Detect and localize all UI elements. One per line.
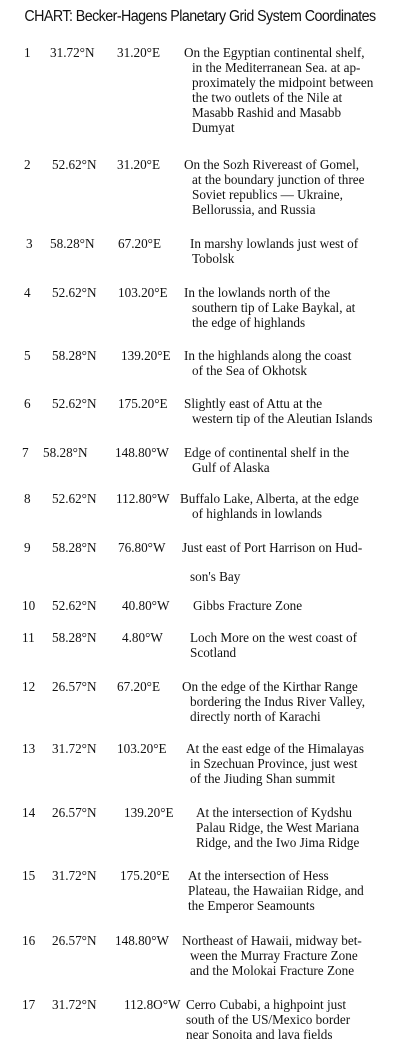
description-line: at the boundary junction of three xyxy=(192,172,365,187)
description-line: of the Jiuding Shan summit xyxy=(190,771,336,786)
table-row xyxy=(0,598,400,613)
location-description xyxy=(186,741,394,786)
description-line: Buffalo Lake, Alberta, at the edge xyxy=(180,491,359,506)
table-row xyxy=(0,997,400,1042)
latitude-value: 26.57°N xyxy=(52,933,97,948)
location-description xyxy=(184,348,394,378)
description-line: Just east of Port Harrison on Hud- xyxy=(182,540,363,555)
location-description xyxy=(186,997,394,1042)
table-row xyxy=(0,157,400,217)
location-description xyxy=(190,236,394,266)
description-line: of the Sea of Okhotsk xyxy=(192,363,308,378)
row-number: 17 xyxy=(22,997,36,1012)
latitude-value: 31.72°N xyxy=(52,741,97,756)
longitude-value: 40.80°W xyxy=(122,598,170,613)
description-line: the Emperor Seamounts xyxy=(188,898,315,913)
description-line: Loch More on the west coast of xyxy=(190,630,357,645)
latitude-value: 52.62°N xyxy=(52,491,97,506)
description-line: ween the Murray Fracture Zone xyxy=(190,948,358,963)
table-row xyxy=(0,540,400,584)
longitude-value: 67.20°E xyxy=(117,679,161,694)
description-line: Cerro Cubabi, a highpoint just xyxy=(186,997,347,1012)
description-line: the two outlets of the Nile at xyxy=(192,90,343,105)
description-line: western tip of the Aleutian Islands xyxy=(192,411,373,426)
latitude-value: 58.28°N xyxy=(50,236,95,251)
description-line: Masabb Rashid and Masabb xyxy=(192,105,342,120)
longitude-value: 139.20°E xyxy=(121,348,171,363)
latitude-value: 31.72°N xyxy=(52,868,97,883)
location-description xyxy=(180,491,394,521)
location-description xyxy=(193,598,394,613)
row-number: 9 xyxy=(24,540,31,555)
description-line: proximately the midpoint between xyxy=(192,75,374,90)
table-row xyxy=(0,491,400,521)
page-title: CHART: Becker-Hagens Planetary Grid System Coordinates xyxy=(24,8,376,25)
description-line: Scotland xyxy=(190,645,237,660)
description-line: In marshy lowlands just west of xyxy=(190,236,359,251)
description-line: Dumyat xyxy=(192,120,235,135)
description-line: in the Mediterranean Sea. at ap- xyxy=(192,60,361,75)
latitude-value: 31.72°N xyxy=(50,45,95,60)
row-number: 15 xyxy=(22,868,36,883)
latitude-value: 58.28°N xyxy=(52,348,97,363)
description-line: south of the US/Mexico border xyxy=(186,1012,351,1027)
description-line: Tobolsk xyxy=(192,251,235,266)
description-line: In the lowlands north of the xyxy=(184,285,331,300)
longitude-value: 31.20°E xyxy=(117,157,161,172)
longitude-value: 103.20°E xyxy=(118,285,168,300)
description-line: Edge of continental shelf in the xyxy=(184,445,350,460)
row-number: 14 xyxy=(22,805,36,820)
location-description xyxy=(184,157,394,217)
description-line: On the Egyptian continental shelf, xyxy=(184,45,365,60)
description-line: At the intersection of Hess xyxy=(188,868,329,883)
description-line: On the Sozh Rivereast of Gomel, xyxy=(184,157,360,172)
description-line: son's Bay xyxy=(190,569,241,584)
latitude-value: 31.72°N xyxy=(52,997,97,1012)
table-row xyxy=(0,679,400,724)
row-number: 10 xyxy=(22,598,36,613)
latitude-value: 58.28°N xyxy=(43,445,88,460)
description-line: bordering the Indus River Valley, xyxy=(190,694,366,709)
description-line: On the edge of the Kirthar Range xyxy=(182,679,358,694)
description-line: In the highlands along the coast xyxy=(184,348,352,363)
latitude-value: 58.28°N xyxy=(52,630,97,645)
longitude-value: 31.20°E xyxy=(117,45,161,60)
longitude-value: 139.20°E xyxy=(124,805,174,820)
location-description xyxy=(182,933,394,978)
longitude-value: 175.20°E xyxy=(118,396,168,411)
location-description xyxy=(188,868,394,913)
description-line: directly north of Karachi xyxy=(190,709,321,724)
latitude-value: 52.62°N xyxy=(52,157,97,172)
table-row xyxy=(0,741,400,786)
longitude-value: 112.8O°W xyxy=(124,997,181,1012)
description-line: and the Molokai Fracture Zone xyxy=(190,963,355,978)
longitude-value: 148.80°W xyxy=(115,445,169,460)
latitude-value: 52.62°N xyxy=(52,285,97,300)
location-description xyxy=(182,679,394,724)
longitude-value: 148.80°W xyxy=(115,933,169,948)
description-line: Soviet republics — Ukraine, xyxy=(192,187,343,202)
row-number: 7 xyxy=(22,445,29,460)
table-row xyxy=(0,396,400,426)
description-line: Slightly east of Attu at the xyxy=(184,396,323,411)
row-number: 3 xyxy=(26,236,33,251)
description-line: the edge of highlands xyxy=(192,315,306,330)
description-line: Gibbs Fracture Zone xyxy=(193,598,303,613)
location-description xyxy=(190,630,394,660)
longitude-value: 112.80°W xyxy=(116,491,170,506)
latitude-value: 26.57°N xyxy=(52,679,97,694)
location-description xyxy=(182,540,394,584)
location-description xyxy=(184,285,394,330)
description-line: At the intersection of Kydshu xyxy=(196,805,353,820)
row-number: 16 xyxy=(22,933,36,948)
description-line: Palau Ridge, the West Mariana xyxy=(196,820,360,835)
latitude-value: 26.57°N xyxy=(52,805,97,820)
row-number: 8 xyxy=(24,491,31,506)
latitude-value: 52.62°N xyxy=(52,598,97,613)
description-line: in Szechuan Province, just west xyxy=(190,756,358,771)
row-number: 5 xyxy=(24,348,31,363)
row-number: 13 xyxy=(22,741,36,756)
table-row xyxy=(0,445,400,475)
longitude-value: 175.20°E xyxy=(120,868,170,883)
longitude-value: 67.20°E xyxy=(118,236,162,251)
description-line: Plateau, the Hawaiian Ridge, and xyxy=(188,883,364,898)
description-line: Ridge, and the Iwo Jima Ridge xyxy=(196,835,360,850)
description-line: Northeast of Hawaii, midway bet- xyxy=(182,933,362,948)
longitude-value: 103.20°E xyxy=(117,741,167,756)
table-row xyxy=(0,236,400,266)
latitude-value: 52.62°N xyxy=(52,396,97,411)
row-number: 12 xyxy=(22,679,36,694)
description-line: At the east edge of the Himalayas xyxy=(186,741,364,756)
longitude-value: 4.80°W xyxy=(122,630,163,645)
description-line: southern tip of Lake Baykal, at xyxy=(192,300,356,315)
location-description xyxy=(184,396,394,426)
table-row xyxy=(0,630,400,660)
description-line: Gulf of Alaska xyxy=(192,460,270,475)
table-row xyxy=(0,933,400,978)
table-row xyxy=(0,805,400,850)
row-number: 2 xyxy=(24,157,31,172)
table-row xyxy=(0,868,400,913)
description-line: near Sonoita and lava fields xyxy=(186,1027,333,1042)
location-description xyxy=(184,45,394,135)
table-row xyxy=(0,348,400,378)
row-number: 4 xyxy=(24,285,31,300)
location-description xyxy=(196,805,394,850)
row-number: 11 xyxy=(22,630,35,645)
row-number: 1 xyxy=(24,45,31,60)
table-row xyxy=(0,285,400,330)
description-line: of highlands in lowlands xyxy=(192,506,323,521)
latitude-value: 58.28°N xyxy=(52,540,97,555)
longitude-value: 76.80°W xyxy=(118,540,166,555)
description-line: Bellorussia, and Russia xyxy=(192,202,316,217)
table-row xyxy=(0,45,400,135)
location-description xyxy=(184,445,394,475)
row-number: 6 xyxy=(24,396,31,411)
